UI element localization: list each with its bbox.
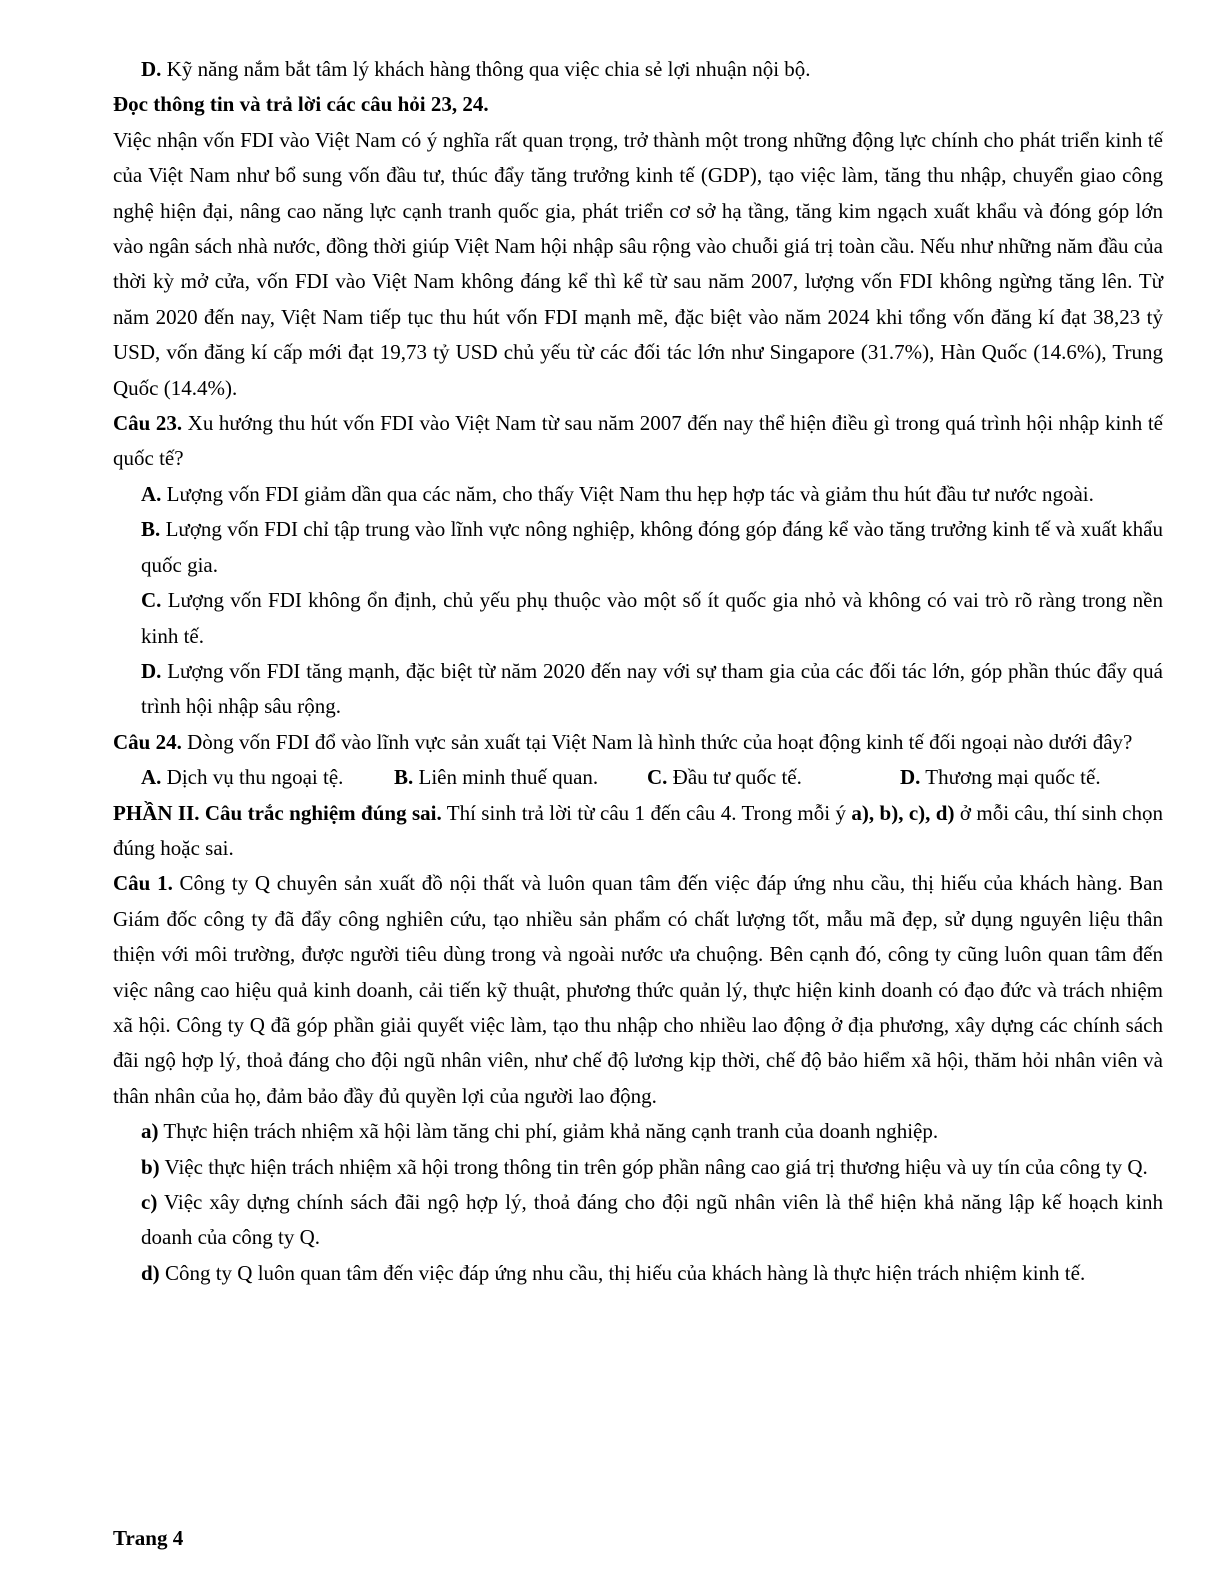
statement-label: b) — [141, 1154, 160, 1179]
option-text: Liên minh thuế quan. — [413, 765, 599, 790]
q23-option-a — [113, 477, 1163, 512]
question-24 — [113, 725, 1163, 760]
q24-option-d — [900, 760, 1163, 795]
option-label: D. — [141, 57, 162, 81]
part-2-text: Thí sinh trả lời từ câu 1 đến câu 4. Trong mỗi ý — [441, 800, 852, 825]
part-2-title: PHẦN II. Câu trắc nghiệm đúng sai. — [113, 800, 442, 825]
statement-label: a) — [141, 1119, 159, 1144]
option-text: Đầu tư quốc tế. — [667, 765, 802, 790]
document-page — [113, 52, 1163, 1291]
question-label: Câu 24. — [113, 729, 182, 754]
question-text: Công ty Q chuyên sản xuất đồ nội thất và luôn quan tâm đến việc đáp ứng nhu cầu, thị hiếu của khách hàng. Ban Giám đốc công ty đã đẩy công nghiên cứu, tạo nhiều sản phẩm có chất lượng tốt, mẫu mã đẹp, sử dụng nguyên liệu thân thiện với môi trường, được người tiêu dùng trong và ngoài nước ưa chuộng. Bên cạnh đó, công ty cũng luôn quan tâm đến việc nâng cao hiệu quả kinh doanh, cải tiến kỹ thuật, phương thức quản lý, thực hiện kinh doanh có đạo đức và trách nhiệm xã hội. Công ty Q đã góp phần giải quyết việc làm, tạo thu nhập cho nhiều lao động ở địa phương, xây dựng các chính sách đãi ngộ hợp lý, thoả đáng cho đội ngũ nhân viên, như chế độ lương kịp thời, chế độ bảo hiểm xã hội, thăm hỏi nhân viên và thân nhân của họ, đảm bảo đầy đủ quyền lợi của người lao động. — [113, 871, 1163, 1108]
option-text: Dịch vụ thu ngoại tệ. — [161, 765, 344, 790]
question-label: Câu 1. — [113, 871, 173, 896]
part-2-text-end: ở mỗi câu, thí sinh chọn đúng hoặc sai. — [113, 800, 1164, 860]
q24-option-c — [647, 760, 900, 795]
q23-option-d — [113, 654, 1163, 725]
option-label: C. — [647, 765, 668, 790]
option-text: Lượng vốn FDI không ổn định, chủ yếu phụ thuộc vào một số ít quốc gia nhỏ và không có vai trò rõ ràng trong nền kinh tế. — [141, 588, 1163, 648]
statement-a — [113, 1114, 1163, 1149]
option-text: Lượng vốn FDI chỉ tập trung vào lĩnh vực nông nghiệp, không đóng góp đáng kể vào tăng trưởng kinh tế và xuất khẩu quốc gia. — [141, 517, 1163, 577]
part-2-instructions — [113, 796, 1163, 867]
q24-option-a — [141, 760, 394, 795]
q22-option-d — [113, 52, 1163, 87]
option-text: Thương mại quốc tế. — [920, 765, 1101, 790]
option-label: B. — [394, 765, 414, 790]
option-text: Lượng vốn FDI tăng mạnh, đặc biệt từ năm 2020 đến nay với sự tham gia của các đối tác lớn, góp phần thúc đẩy quá trình hội nhập sâu rộng. — [141, 658, 1163, 719]
option-label: A. — [141, 765, 162, 790]
part-2-items: a), b), c), d) — [851, 800, 955, 825]
statement-label: c) — [141, 1190, 158, 1214]
option-label: A. — [141, 481, 162, 506]
statement-b — [113, 1150, 1163, 1185]
statement-c — [113, 1185, 1163, 1256]
q23-option-b — [113, 512, 1163, 583]
statement-d — [113, 1256, 1163, 1291]
option-text: Kỹ năng nắm bắt tâm lý khách hàng thông qua việc chia sẻ lợi nhuận nội bộ. — [161, 57, 811, 81]
option-label: D. — [900, 765, 921, 790]
question-1 — [113, 866, 1163, 1114]
q23-option-c — [113, 583, 1163, 654]
passage: Việc nhận vốn FDI vào Việt Nam có ý nghĩa rất quan trọng, trở thành một trong những động lực chính cho phát triển kinh tế của Việt Nam như bổ sung vốn đầu tư, thúc đẩy tăng trưởng kinh tế (GDP), tạo việc làm, tăng thu nhập, chuyển giao công nghệ hiện đại, nâng cao năng lực cạnh tranh quốc gia, phát triển cơ sở hạ tầng, tăng kim ngạch xuất khẩu và đóng góp lớn vào ngân sách nhà nước, đồng thời giúp Việt Nam hội nhập sâu rộng vào chuỗi giá trị toàn cầu. Nếu như những năm đầu của thời kỳ mở cửa, vốn FDI vào Việt Nam không đáng kể thì kể từ sau năm 2007, lượng vốn FDI không ngừng tăng lên. Từ năm 2020 đến nay, Việt Nam tiếp tục thu hút vốn FDI mạnh mẽ, đặc biệt vào năm 2024 khi tổng vốn đăng kí đạt 38,23 tỷ USD, vốn đăng kí cấp mới đạt 19,73 tỷ USD chủ yếu từ các đối tác lớn như Singapore (31.7%), Hàn Quốc (14.6%), Trung Quốc (14.4%). — [113, 127, 1163, 400]
reading-intro — [113, 87, 1163, 122]
statement-text: Việc thực hiện trách nhiệm xã hội trong thông tin trên góp phần nâng cao giá trị thương hiệu và uy tín của công ty Q. — [159, 1154, 1148, 1179]
q24-option-b — [394, 760, 647, 795]
page-number: Trang 4 — [113, 1526, 184, 1550]
reading-intro-text: Đọc thông tin và trả lời các câu hỏi 23, 24. — [113, 92, 489, 117]
option-label: D. — [141, 658, 162, 683]
question-label: Câu 23. — [113, 411, 183, 436]
statement-text: Công ty Q luôn quan tâm đến việc đáp ứng nhu cầu, thị hiếu của khách hàng là thực hiện trách nhiệm kinh tế. — [159, 1260, 1086, 1285]
question-23 — [113, 406, 1163, 477]
question-text: Dòng vốn FDI đổ vào lĩnh vực sản xuất tại Việt Nam là hình thức của hoạt động kinh tế đối ngoại nào dưới đây? — [181, 729, 1133, 754]
question-text: Xu hướng thu hút vốn FDI vào Việt Nam từ sau năm 2007 đến nay thể hiện điều gì trong quá trình hội nhập kinh tế quốc tế? — [113, 411, 1163, 471]
statement-text: Việc xây dựng chính sách đãi ngộ hợp lý, thoả đáng cho đội ngũ nhân viên là thể hiện khả năng lập kế hoạch kinh doanh của công ty Q. — [141, 1190, 1163, 1250]
option-label: C. — [141, 588, 162, 613]
statement-label: d) — [141, 1260, 160, 1285]
option-text: Lượng vốn FDI giảm dần qua các năm, cho thấy Việt Nam thu hẹp hợp tác và giảm thu hút đầu tư nước ngoài. — [161, 481, 1094, 506]
statement-text: Thực hiện trách nhiệm xã hội làm tăng chi phí, giảm khả năng cạnh tranh của doanh nghiệp. — [158, 1119, 939, 1144]
q24-options — [113, 760, 1163, 795]
option-label: B. — [141, 517, 161, 542]
